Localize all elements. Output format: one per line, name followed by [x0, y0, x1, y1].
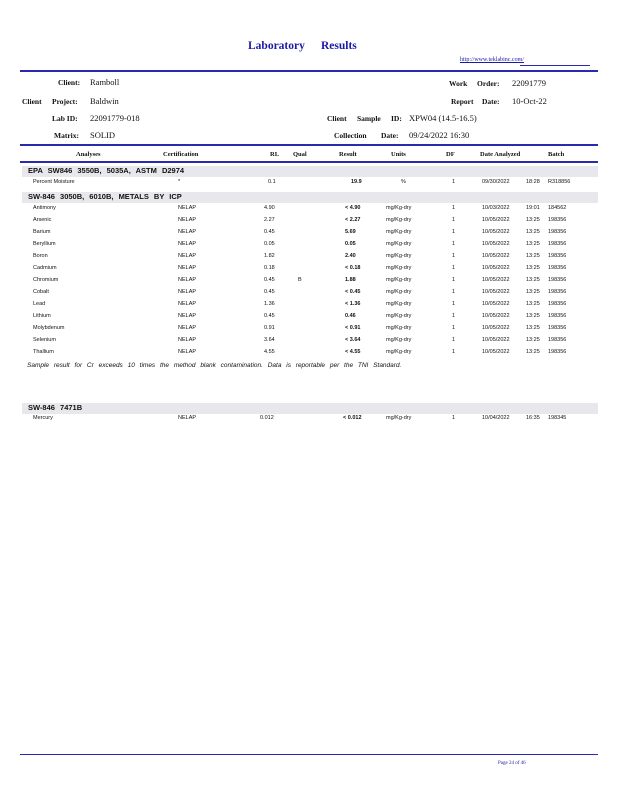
reporting-limit: 0.45 [264, 289, 275, 295]
lab-website-link[interactable]: http://www.teklabinc.com/ [460, 57, 524, 63]
analysis-time: 18:28 [526, 179, 540, 185]
certification: NELAP [178, 229, 197, 235]
batch-id: 198356 [548, 277, 567, 283]
result-value: < 0.012 [343, 415, 362, 421]
certification: NELAP [178, 253, 197, 259]
dilution-factor: 1 [452, 325, 456, 331]
units: mg/Kg-dry [386, 205, 412, 211]
col-batch: Batch [548, 151, 565, 158]
col-certification: Certification [163, 151, 199, 158]
analysis-time: 13:25 [526, 289, 540, 295]
analysis-date: 10/05/2022 [482, 265, 510, 271]
result-value: < 0.18 [345, 265, 361, 271]
reporting-limit: 0.1 [268, 179, 276, 185]
sample-id-value: XPW04 (14.5-16.5) [409, 113, 477, 123]
analyte-name: Cobalt [33, 289, 49, 295]
units: mg/Kg-dry [386, 313, 412, 319]
col-result: Result [339, 151, 357, 158]
certification: NELAP [178, 301, 197, 307]
certification: NELAP [178, 337, 197, 343]
analyte-name: Cadmium [33, 265, 57, 271]
batch-id: 198356 [548, 313, 567, 319]
report-title-laboratory: Laboratory [248, 40, 305, 52]
batch-id: 198356 [548, 241, 567, 247]
analysis-time: 13:25 [526, 229, 540, 235]
result-value: 5.69 [345, 229, 356, 235]
result-value: 0.46 [345, 313, 356, 319]
units: % [401, 179, 406, 185]
analyte-name: Molybdenum [33, 325, 65, 331]
header-top-rule [20, 70, 598, 72]
col-rl: RL [270, 151, 280, 158]
certification: NELAP [178, 415, 197, 421]
reporting-limit: 0.012 [260, 415, 274, 421]
analysis-date: 10/05/2022 [482, 277, 510, 283]
dilution-factor: 1 [452, 337, 456, 343]
table-row [0, 415, 618, 423]
reporting-limit: 1.36 [264, 301, 275, 307]
sample-note: Sample result for Cr exceeds 10 times the method blank contamination. Data is reportable per the TNI Standard. [27, 362, 402, 369]
certification: NELAP [178, 325, 197, 331]
analysis-date: 10/05/2022 [482, 337, 510, 343]
analysis-time: 13:25 [526, 337, 540, 343]
section-header-moisture [22, 166, 598, 177]
table-row [0, 179, 618, 187]
page-number: Page 24 of 46 [498, 761, 526, 766]
batch-id: 198356 [548, 253, 567, 259]
result-value: < 1.36 [345, 301, 361, 307]
reporting-limit: 0.45 [264, 229, 275, 235]
report-date-label: Date: [482, 97, 500, 106]
units: mg/Kg-dry [386, 241, 412, 247]
analyte-name: Thallium [33, 349, 54, 355]
section-title: EPA SW846 3550B, 5035A, ASTM D2974 [28, 166, 185, 175]
analysis-date: 10/05/2022 [482, 301, 510, 307]
dilution-factor: 1 [452, 229, 456, 235]
batch-id: 198356 [548, 217, 567, 223]
col-units: Units [391, 151, 406, 158]
table-row [0, 217, 618, 225]
lab-id-value: 22091779-018 [90, 113, 140, 123]
reporting-limit: 0.91 [264, 325, 275, 331]
client-label: Client: [58, 78, 81, 87]
table-header-bottom-rule [20, 161, 598, 163]
analyte-name: Beryllium [33, 241, 56, 247]
analysis-time: 13:25 [526, 217, 540, 223]
report-date-value: 10-Oct-22 [512, 96, 547, 106]
col-analyses: Analyses [76, 151, 101, 158]
certification: NELAP [178, 241, 197, 247]
certification: NELAP [178, 277, 197, 283]
units: mg/Kg-dry [386, 217, 412, 223]
certification: NELAP [178, 265, 197, 271]
batch-id: 184562 [548, 205, 567, 211]
analysis-time: 19:01 [526, 205, 540, 211]
analyte-name: Arsenic [33, 217, 52, 223]
analysis-date: 10/04/2022 [482, 415, 510, 421]
dilution-factor: 1 [452, 277, 456, 283]
certification: NELAP [178, 313, 197, 319]
footer-rule [20, 754, 598, 755]
table-row [0, 277, 618, 285]
table-row [0, 325, 618, 333]
work-label: Work [449, 79, 468, 88]
analysis-date: 10/05/2022 [482, 217, 510, 223]
units: mg/Kg-dry [386, 349, 412, 355]
analysis-time: 13:25 [526, 277, 540, 283]
units: mg/Kg-dry [386, 229, 412, 235]
analysis-date: 10/05/2022 [482, 349, 510, 355]
batch-id: R318856 [548, 179, 571, 185]
result-value: 1.88 [345, 277, 356, 283]
analysis-time: 13:25 [526, 313, 540, 319]
certification: * [178, 179, 181, 185]
analysis-date: 10/05/2022 [482, 241, 510, 247]
reporting-limit: 3.64 [264, 337, 275, 343]
analyte-name: Selenium [33, 337, 56, 343]
result-value: < 0.45 [345, 289, 361, 295]
batch-id: 198356 [548, 337, 567, 343]
analysis-date: 10/05/2022 [482, 325, 510, 331]
certification: NELAP [178, 289, 197, 295]
report-label: Report [451, 97, 474, 106]
collection-date-value: 09/24/2022 16:30 [409, 130, 470, 140]
dilution-factor: 1 [452, 217, 456, 223]
analysis-date: 10/05/2022 [482, 289, 510, 295]
analysis-date: 09/30/2022 [482, 179, 510, 185]
table-row [0, 241, 618, 249]
analyte-name: Barium [33, 229, 51, 235]
certification: NELAP [178, 217, 197, 223]
certification: NELAP [178, 205, 197, 211]
client-side-label: Client [22, 97, 42, 106]
url-underline [520, 65, 590, 66]
reporting-limit: 0.18 [264, 265, 275, 271]
reporting-limit: 2.27 [264, 217, 275, 223]
analyte-name: Chromium [33, 277, 59, 283]
analysis-time: 13:25 [526, 301, 540, 307]
batch-id: 198356 [548, 265, 567, 271]
dilution-factor: 1 [452, 349, 456, 355]
client-value: Ramboll [90, 77, 120, 87]
order-value: 22091779 [512, 78, 546, 88]
collection-label: Collection [334, 131, 367, 140]
section-title: SW-846 3050B, 6010B, METALS BY ICP [28, 192, 182, 201]
analyte-name: Lead [33, 301, 46, 307]
reporting-limit: 4.55 [264, 349, 275, 355]
sample-label: Sample [357, 114, 381, 123]
result-value: < 4.90 [345, 205, 361, 211]
dilution-factor: 1 [452, 205, 456, 211]
units: mg/Kg-dry [386, 277, 412, 283]
result-value: < 0.91 [345, 325, 361, 331]
dilution-factor: 1 [452, 289, 456, 295]
project-value: Baldwin [90, 96, 119, 106]
batch-id: 198356 [548, 325, 567, 331]
result-value: < 3.64 [345, 337, 361, 343]
analysis-time: 13:25 [526, 325, 540, 331]
matrix-value: SOLID [90, 130, 116, 140]
analyte-name: Percent Moisture [33, 179, 75, 185]
analysis-time: 13:25 [526, 241, 540, 247]
client-sample-label: Client [327, 114, 347, 123]
section-header-mercury [22, 403, 598, 414]
result-value: 2.40 [345, 253, 356, 259]
col-df: DF [446, 151, 455, 158]
analysis-time: 13:25 [526, 349, 540, 355]
project-label: Project: [52, 97, 78, 106]
section-header-metals [22, 192, 598, 203]
matrix-label: Matrix: [54, 131, 79, 140]
table-row [0, 301, 618, 309]
section-title: SW-846 7471B [28, 403, 83, 412]
analyte-name: Antimony [33, 205, 56, 211]
batch-id: 198356 [548, 301, 567, 307]
result-value: < 4.55 [345, 349, 361, 355]
table-row [0, 265, 618, 273]
qualifier: B [298, 277, 302, 283]
table-row [0, 313, 618, 321]
units: mg/Kg-dry [386, 337, 412, 343]
units: mg/Kg-dry [386, 415, 412, 421]
sample-id-label: ID: [391, 114, 402, 123]
batch-id: 198356 [548, 289, 567, 295]
analyte-name: Mercury [33, 415, 53, 421]
analysis-time: 13:25 [526, 253, 540, 259]
lab-id-label: Lab ID: [52, 114, 78, 123]
reporting-limit: 4.90 [264, 205, 275, 211]
dilution-factor: 1 [452, 241, 456, 247]
certification: NELAP [178, 349, 197, 355]
units: mg/Kg-dry [386, 289, 412, 295]
report-title-results: Results [321, 40, 357, 52]
reporting-limit: 0.45 [264, 313, 275, 319]
analysis-date: 10/05/2022 [482, 253, 510, 259]
batch-id: 198345 [548, 415, 567, 421]
reporting-limit: 1.82 [264, 253, 275, 259]
analysis-date: 10/05/2022 [482, 229, 510, 235]
reporting-limit: 0.45 [264, 277, 275, 283]
analyte-name: Lithium [33, 313, 51, 319]
dilution-factor: 1 [452, 415, 456, 421]
table-row [0, 253, 618, 261]
dilution-factor: 1 [452, 253, 456, 259]
table-header-top-rule [20, 144, 598, 146]
analyte-name: Boron [33, 253, 48, 259]
table-row [0, 337, 618, 345]
result-value: 0.05 [345, 241, 356, 247]
dilution-factor: 1 [452, 265, 456, 271]
analysis-date: 10/03/2022 [482, 205, 510, 211]
result-value: 19.9 [351, 179, 362, 185]
table-row [0, 229, 618, 237]
order-label: Order: [477, 79, 500, 88]
analysis-date: 10/05/2022 [482, 313, 510, 319]
table-row [0, 205, 618, 213]
dilution-factor: 1 [452, 179, 456, 185]
units: mg/Kg-dry [386, 253, 412, 259]
table-row [0, 289, 618, 297]
reporting-limit: 0.05 [264, 241, 275, 247]
result-value: < 2.27 [345, 217, 361, 223]
analysis-time: 16:35 [526, 415, 540, 421]
collection-date-label: Date: [381, 131, 399, 140]
dilution-factor: 1 [452, 313, 456, 319]
dilution-factor: 1 [452, 301, 456, 307]
units: mg/Kg-dry [386, 301, 412, 307]
units: mg/Kg-dry [386, 265, 412, 271]
analysis-time: 13:25 [526, 265, 540, 271]
batch-id: 198356 [548, 229, 567, 235]
col-date-analyzed: Date Analyzed [480, 151, 521, 158]
units: mg/Kg-dry [386, 325, 412, 331]
col-qual: Qual [293, 151, 307, 158]
table-row [0, 349, 618, 357]
batch-id: 198356 [548, 349, 567, 355]
